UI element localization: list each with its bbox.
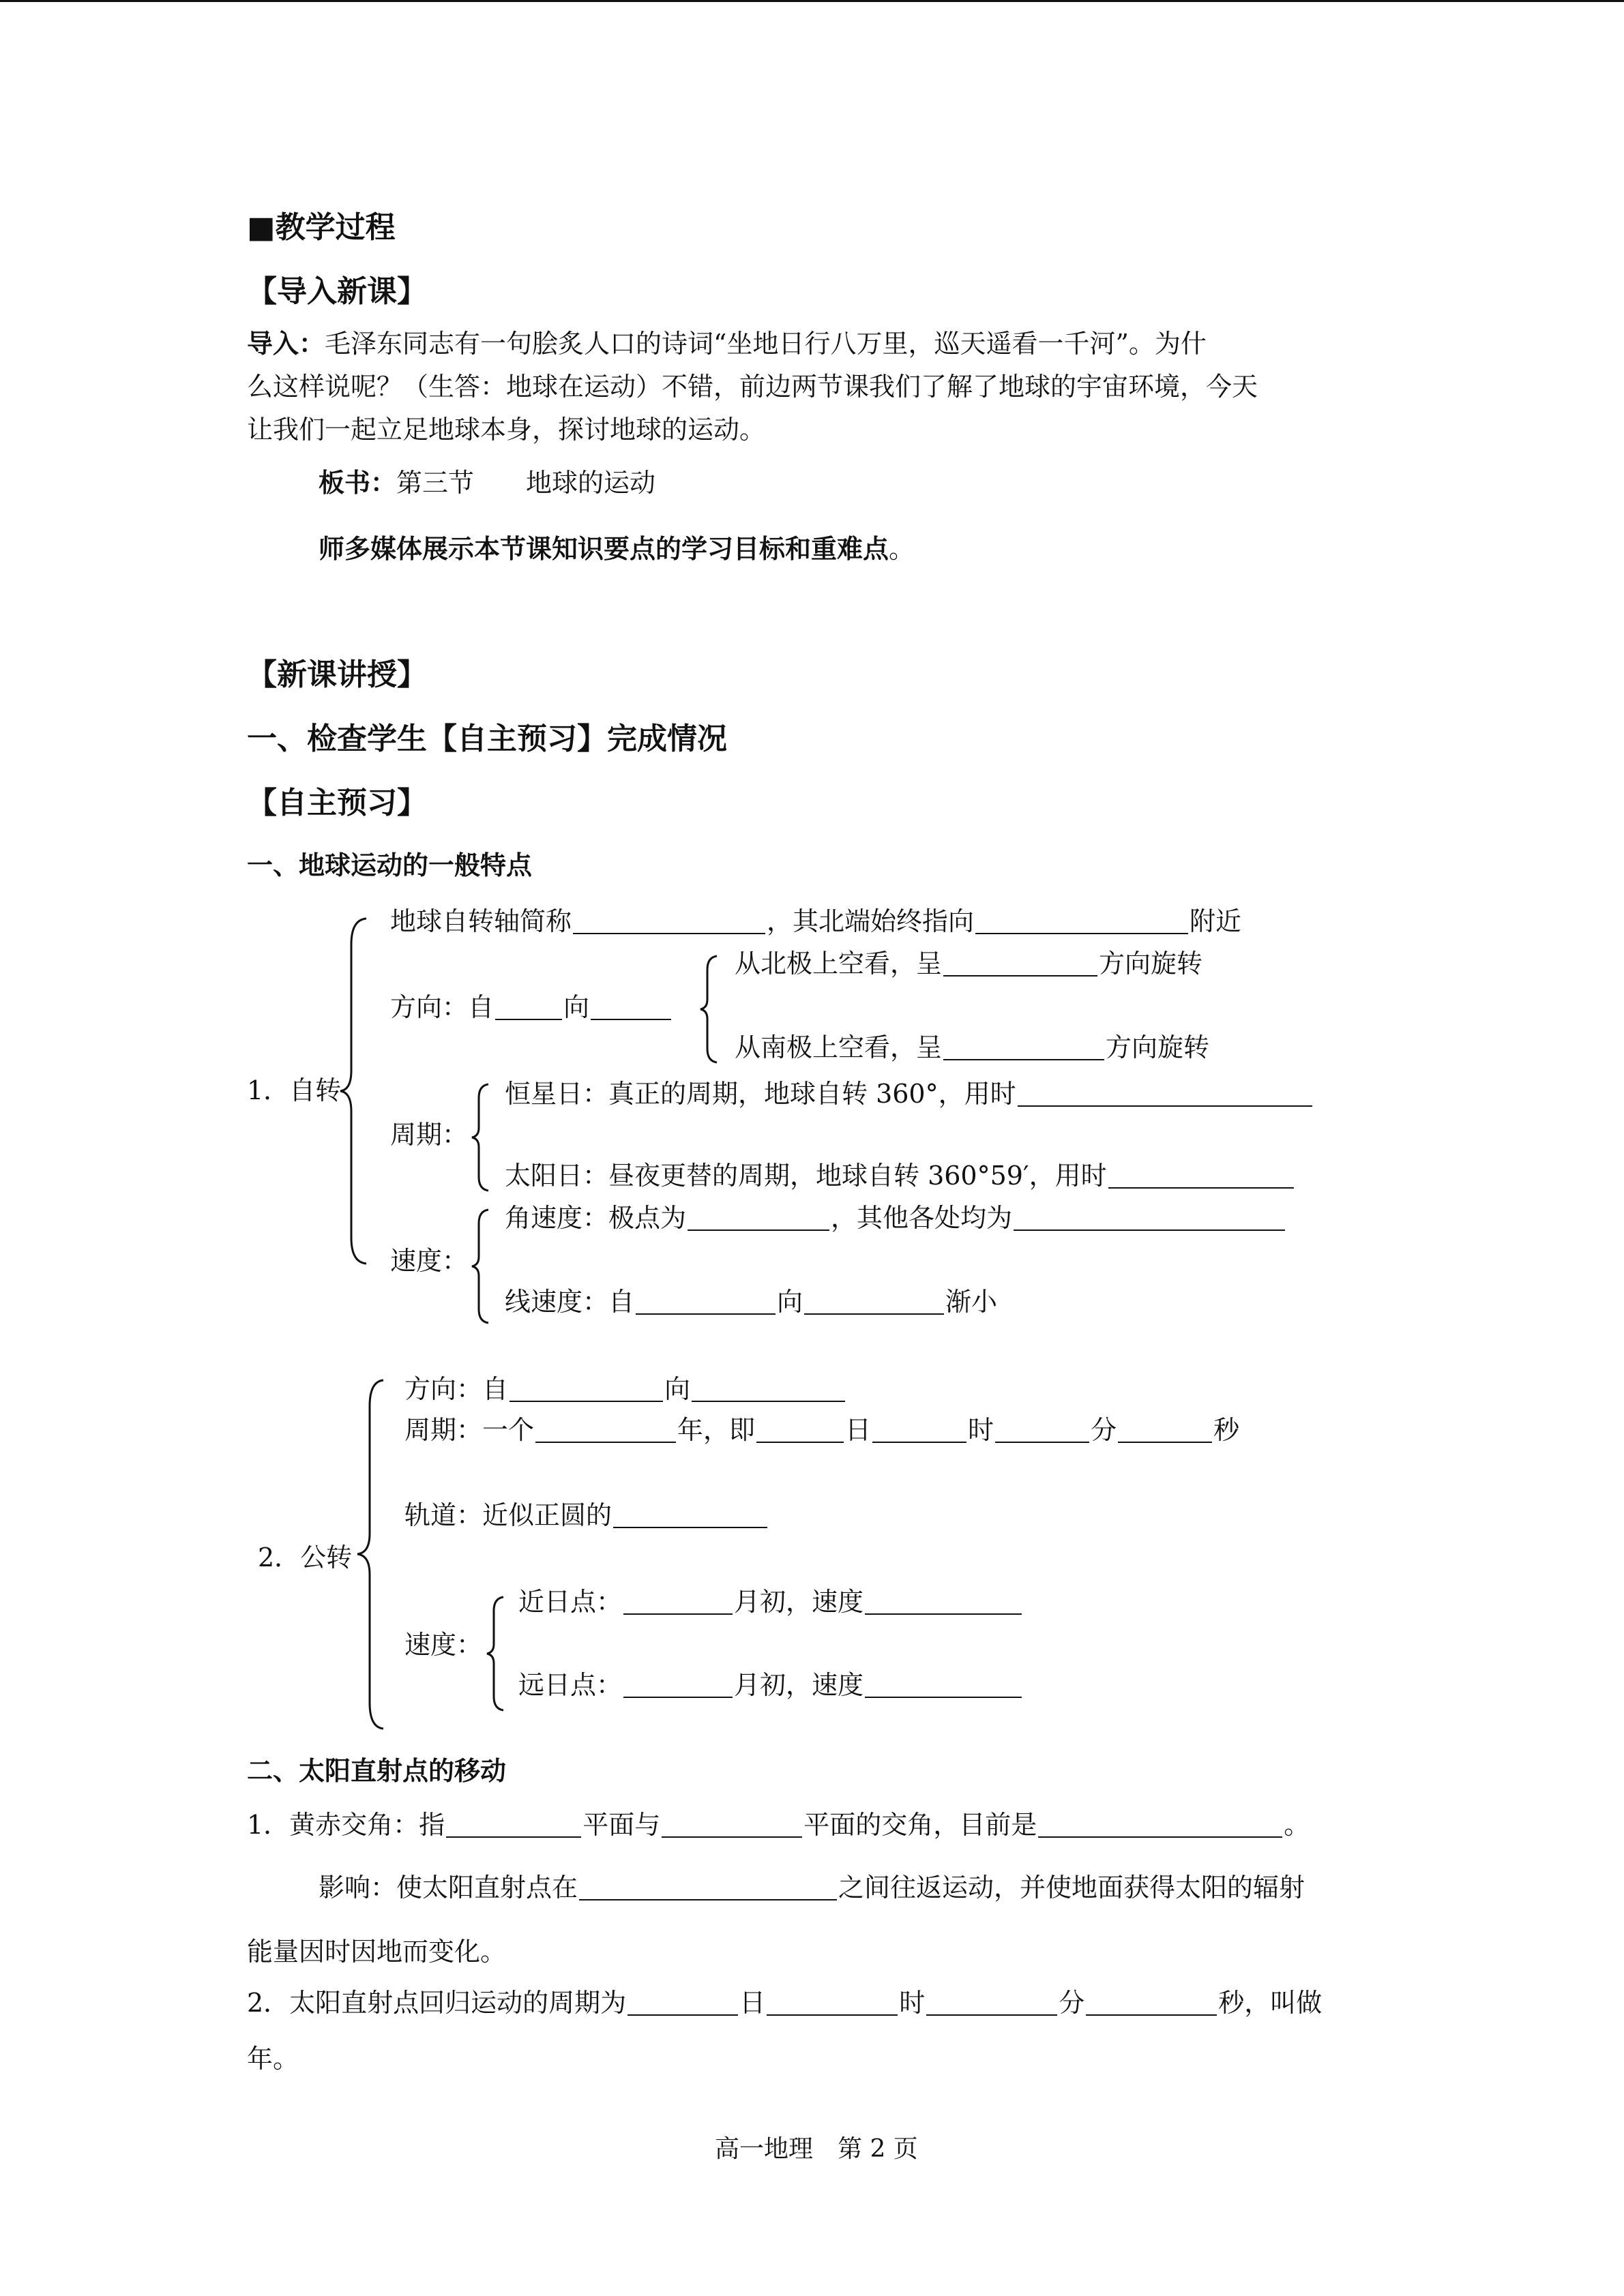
linear-speed-text-a: 线速度：自 [505, 1287, 635, 1317]
blank-period-minutes[interactable] [995, 1418, 1089, 1443]
heading-new-lesson: 【新课讲授】 [247, 657, 427, 692]
perihelion-line [518, 1589, 1023, 1615]
blank-revolution-from[interactable] [510, 1377, 663, 1402]
blank-north-rotation[interactable] [943, 952, 1097, 976]
revolution-period-text-d: 时 [968, 1415, 994, 1445]
angular-speed-text-a: 角速度：极点为 [505, 1203, 687, 1233]
heading-self-preview: 【自主预习】 [247, 786, 427, 820]
revolution-brace [361, 1379, 389, 1730]
axis-line [390, 908, 1241, 934]
obliquity-text-d: 。 [1284, 1810, 1310, 1840]
rotation-speed-label: 速度： [390, 1246, 469, 1276]
axis-text-b: ，其北端始终指向 [767, 906, 975, 936]
intro-line-1 [247, 328, 1207, 359]
solar-day-text: 太阳日：昼夜更替的周期，地球自转 360°59′，用时 [505, 1161, 1107, 1191]
heading-check-preview: 一、检查学生【自主预习】完成情况 [247, 721, 727, 756]
rotation-brace [344, 917, 372, 1265]
rotation-label: 1．自转 [247, 1075, 342, 1105]
aphelion-text-b: 月初，速度 [734, 1670, 864, 1700]
section2-title: 二、太阳直射点的移动 [247, 1755, 507, 1786]
blank-period-days[interactable] [756, 1418, 844, 1443]
orbit-line [404, 1502, 769, 1528]
section1-title: 一、地球运动的一般特点 [247, 850, 533, 880]
north-view-text-a: 从北极上空看，呈 [735, 949, 943, 979]
tropical-text-e: 秒，叫做 [1218, 1988, 1323, 2018]
teacher-note [319, 533, 915, 564]
teacher-note-text: 师多媒体展示本节课知识要点的学习目标和重难点 [319, 533, 889, 564]
obliquity-text-b: 平面与 [582, 1810, 661, 1840]
blank-tropical-minutes[interactable] [926, 1991, 1057, 2016]
blank-rotation-to[interactable] [591, 996, 671, 1020]
blank-perihelion-speed[interactable] [865, 1590, 1022, 1615]
heading-intro-new-lesson: 【导入新课】 [247, 274, 427, 309]
revolution-speed-brace [486, 1596, 506, 1712]
tropical-year-line-2: 年。 [247, 2044, 299, 2074]
intro-text-1: 毛泽东同志有一句脍炙人口的诗词“坐地日行八万里，巡天遥看一千河”。为什 [325, 329, 1207, 359]
tropical-text-b: 日 [739, 1988, 766, 2018]
blank-solar-time[interactable] [1108, 1164, 1294, 1189]
rotation-direction-line [390, 994, 673, 1020]
aphelion-line [518, 1672, 1023, 1698]
influence-line [319, 1873, 1305, 1903]
heading-teaching-process: ■教学过程 [247, 210, 396, 245]
blank-angular-pole[interactable] [688, 1206, 829, 1231]
obliquity-text-a: 1．黄赤交角：指 [247, 1810, 445, 1840]
teacher-note-end: 。 [889, 534, 915, 564]
solar-day-line [505, 1163, 1295, 1189]
blank-rotation-from[interactable] [495, 996, 562, 1020]
angular-speed-line [505, 1205, 1286, 1231]
revolution-dir-text-a: 方向：自 [404, 1374, 509, 1404]
revolution-period-line [404, 1417, 1239, 1443]
obliquity-line [247, 1812, 1310, 1838]
rotation-dir-label: 方向：自 [390, 992, 494, 1022]
rotation-period-label: 周期： [390, 1120, 469, 1150]
south-view-text-a: 从南极上空看，呈 [735, 1032, 943, 1062]
obliquity-text-c: 平面的交角，目前是 [803, 1810, 1037, 1840]
aphelion-text-a: 远日点： [518, 1670, 623, 1700]
sidereal-day-text: 恒星日：真正的周期，地球自转 360°，用时 [505, 1079, 1016, 1109]
intro-line-2: 么这样说呢？（生答：地球在运动）不错，前边两节课我们了解了地球的宇宙环境，今天 [247, 372, 1258, 402]
blank-year-type[interactable] [535, 1418, 676, 1443]
tropical-text-d: 分 [1059, 1988, 1085, 2018]
board-writing [319, 467, 656, 498]
top-border-line [0, 0, 1624, 2]
blank-latitude-range[interactable] [579, 1876, 837, 1900]
direction-brace [699, 955, 720, 1064]
blank-plane-2[interactable] [662, 1813, 802, 1838]
page-footer: 高一地理 第 2 页 [715, 2135, 918, 2163]
intro-line-3: 让我们一起立足地球本身，探讨地球的运动。 [247, 415, 766, 445]
speed-brace [471, 1208, 491, 1324]
linear-speed-line [505, 1289, 997, 1315]
north-view-text-b: 方向旋转 [1099, 949, 1203, 979]
revolution-period-text-e: 分 [1091, 1415, 1117, 1445]
north-view-line [735, 949, 1203, 979]
influence-text-b: 之间往返运动，并使地面获得太阳的辐射 [838, 1873, 1305, 1903]
perihelion-text-b: 月初，速度 [734, 1587, 864, 1617]
orbit-text: 轨道：近似正圆的 [404, 1500, 612, 1530]
revolution-speed-label: 速度： [404, 1630, 483, 1660]
rotation-dir-to: 向 [563, 992, 590, 1022]
blank-plane-1[interactable] [446, 1813, 581, 1838]
board-label: 板书： [319, 467, 397, 498]
revolution-period-text-c: 日 [845, 1415, 872, 1445]
blank-period-seconds[interactable] [1118, 1418, 1212, 1443]
blank-perihelion-month[interactable] [623, 1590, 733, 1615]
linear-speed-text-c: 渐小 [945, 1287, 998, 1317]
revolution-direction-line [404, 1376, 846, 1402]
blank-orbit-shape[interactable] [613, 1504, 767, 1528]
south-view-text-b: 方向旋转 [1106, 1032, 1210, 1062]
linear-speed-text-b: 向 [777, 1287, 803, 1317]
influence-text-a: 影响：使太阳直射点在 [319, 1873, 578, 1903]
revolution-label: 2．公转 [258, 1542, 353, 1572]
blank-aphelion-month[interactable] [623, 1673, 733, 1698]
blank-tropical-days[interactable] [628, 1991, 738, 2016]
tropical-year-line [247, 1990, 1322, 2016]
revolution-period-text-f: 秒 [1213, 1415, 1240, 1445]
blank-period-hours[interactable] [872, 1418, 966, 1443]
tropical-text-c: 时 [899, 1988, 926, 2018]
blank-revolution-to[interactable] [692, 1377, 845, 1402]
south-view-line [735, 1034, 1209, 1060]
tropical-text-a: 2．太阳直射点回归运动的周期为 [247, 1988, 627, 2018]
blank-axis-name[interactable] [573, 910, 765, 934]
blank-aphelion-speed[interactable] [865, 1673, 1022, 1698]
blank-south-rotation[interactable] [943, 1036, 1104, 1060]
blank-angular-other[interactable] [1014, 1206, 1285, 1231]
sidereal-day-line [505, 1081, 1314, 1107]
revolution-period-text-a: 周期：一个 [404, 1415, 535, 1445]
period-brace [471, 1083, 491, 1192]
blank-obliquity-angle[interactable] [1038, 1813, 1282, 1838]
blank-sidereal-time[interactable] [1018, 1082, 1312, 1107]
perihelion-text-a: 近日点： [518, 1587, 623, 1617]
intro-label: 导入： [247, 328, 325, 359]
influence-line-2: 能量因时因地而变化。 [247, 1937, 507, 1967]
blank-tropical-seconds[interactable] [1086, 1991, 1217, 2016]
board-text: 第三节 地球的运动 [396, 468, 656, 498]
revolution-period-text-b: 年，即 [677, 1415, 756, 1445]
blank-north-point[interactable] [975, 910, 1188, 934]
angular-speed-text-b: ，其他各处均为 [831, 1203, 1013, 1233]
blank-linear-to[interactable] [804, 1290, 944, 1315]
blank-linear-from[interactable] [636, 1290, 776, 1315]
revolution-dir-text-b: 向 [664, 1374, 691, 1404]
axis-text-a: 地球自转轴简称 [390, 906, 572, 936]
blank-tropical-hours[interactable] [767, 1991, 898, 2016]
axis-text-c: 附近 [1190, 906, 1242, 936]
